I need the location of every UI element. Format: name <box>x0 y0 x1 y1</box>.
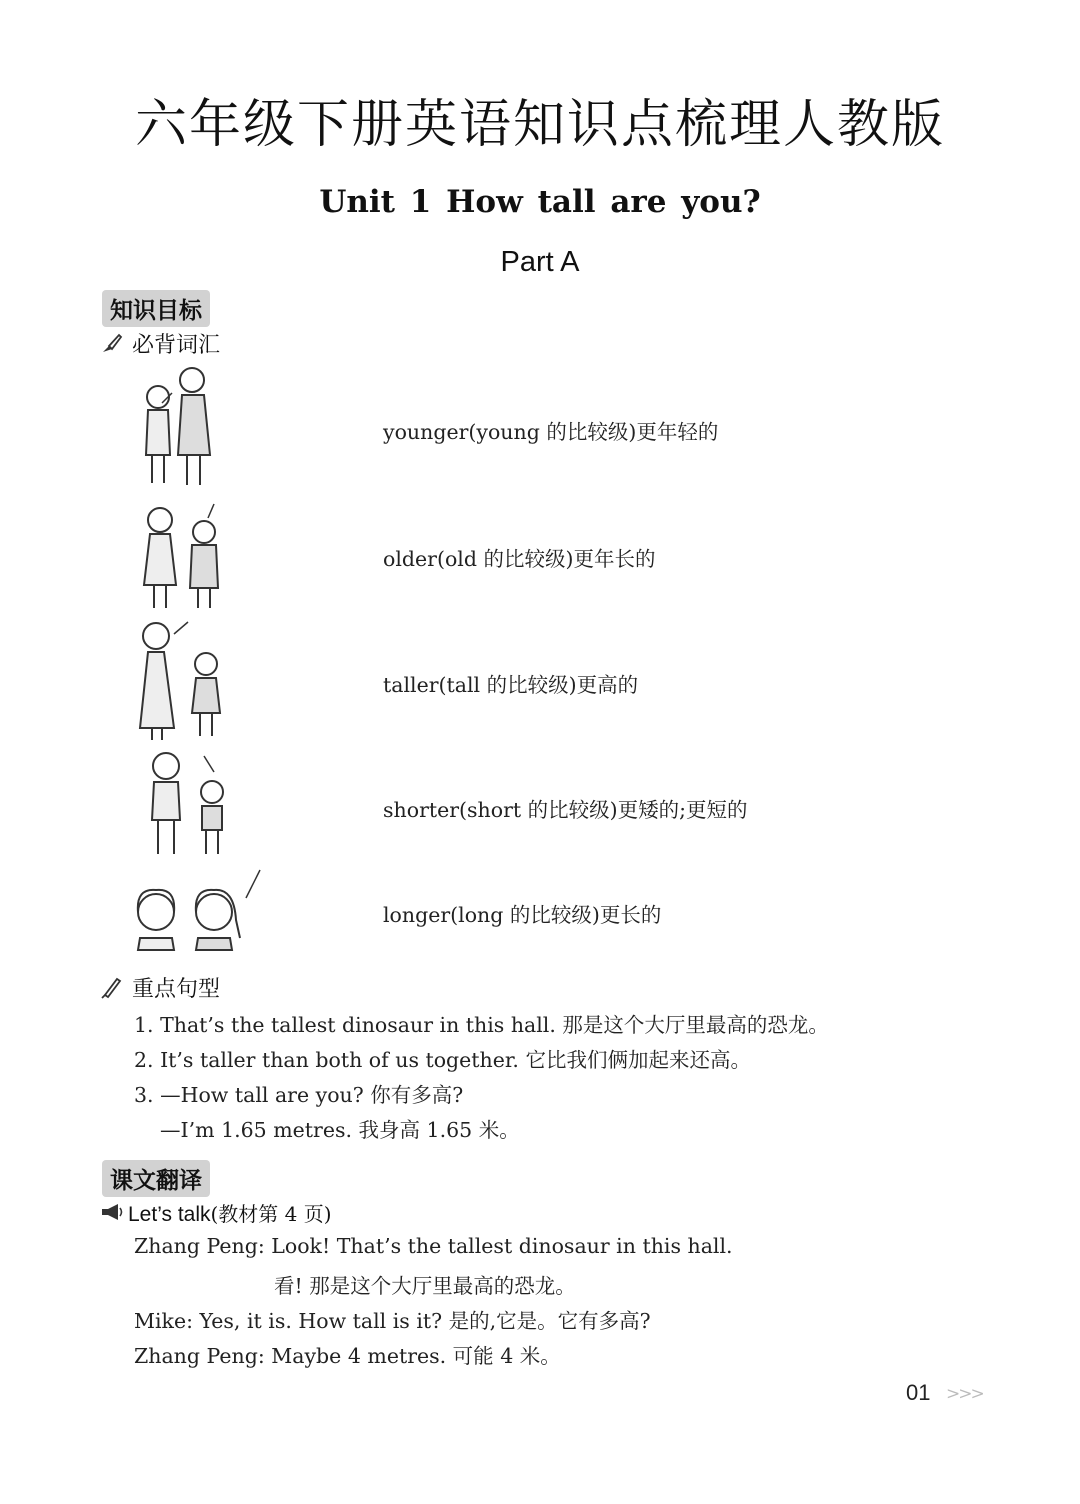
sentence-1: 1. That’s the tallest dinosaur in this hall. 那是这个大厅里最高的恐龙。 <box>134 1013 829 1037</box>
section-translation-label: 课文翻译 <box>102 1160 210 1197</box>
vocab-heading-label: 必背词汇 <box>132 333 221 358</box>
page-arrows-decoration: >>> <box>946 1384 983 1404</box>
part-title: Part A <box>500 246 580 278</box>
talk-line-2: Mike: Yes, it is. How tall is it? 是的,它是。它有多高? <box>134 1309 651 1333</box>
unit-title: Unit 1 How tall are you? <box>319 184 761 220</box>
talk-line-1-translation: 看! 那是这个大厅里最高的恐龙。 <box>274 1274 576 1298</box>
woman-and-girl-illustration <box>130 618 240 743</box>
talk-heading <box>100 1198 332 1228</box>
talk-line-1: Zhang Peng: Look! That’s the tallest dinosaur in this hall. <box>134 1234 733 1258</box>
vocab-item-older: older(old 的比较级)更年长的 <box>383 547 656 571</box>
sentence-heading <box>100 972 220 1005</box>
page-number: 01 <box>906 1380 931 1405</box>
section-knowledge-label: 知识目标 <box>102 290 210 327</box>
sentence-2: 2. It’s taller than both of us together. 它比我们俩加起来还高。 <box>134 1048 751 1072</box>
two-girls-illustration <box>130 868 270 953</box>
sentence-heading-label: 重点句型 <box>132 977 221 1002</box>
vocab-heading <box>100 328 220 361</box>
talk-heading-label: Let’s talk <box>128 1203 211 1226</box>
vocab-item-longer: longer(long 的比较级)更长的 <box>383 903 662 927</box>
vocab-item-younger: younger(young 的比较级)更年轻的 <box>383 420 719 444</box>
vocab-item-taller: taller(tall 的比较级)更高的 <box>383 673 639 697</box>
boy-and-child-illustration <box>130 748 240 863</box>
girl-and-woman-illustration <box>130 365 230 490</box>
page-title: 六年级下册英语知识点梳理人教版 <box>134 95 945 155</box>
vocab-item-shorter: shorter(short 的比较级)更矮的;更短的 <box>383 798 748 822</box>
talk-line-3: Zhang Peng: Maybe 4 metres. 可能 4 米。 <box>134 1344 561 1368</box>
brush-icon <box>100 331 126 361</box>
woman-and-grandma-illustration <box>130 500 230 615</box>
sentence-3-question: 3. —How tall are you? 你有多高? <box>134 1083 464 1107</box>
megaphone-icon <box>100 1202 128 1228</box>
talk-heading-note: (教材第 4 页) <box>210 1202 332 1226</box>
pen-icon <box>100 975 126 1005</box>
sentence-3-answer: —I’m 1.65 metres. 我身高 1.65 米。 <box>160 1118 520 1142</box>
